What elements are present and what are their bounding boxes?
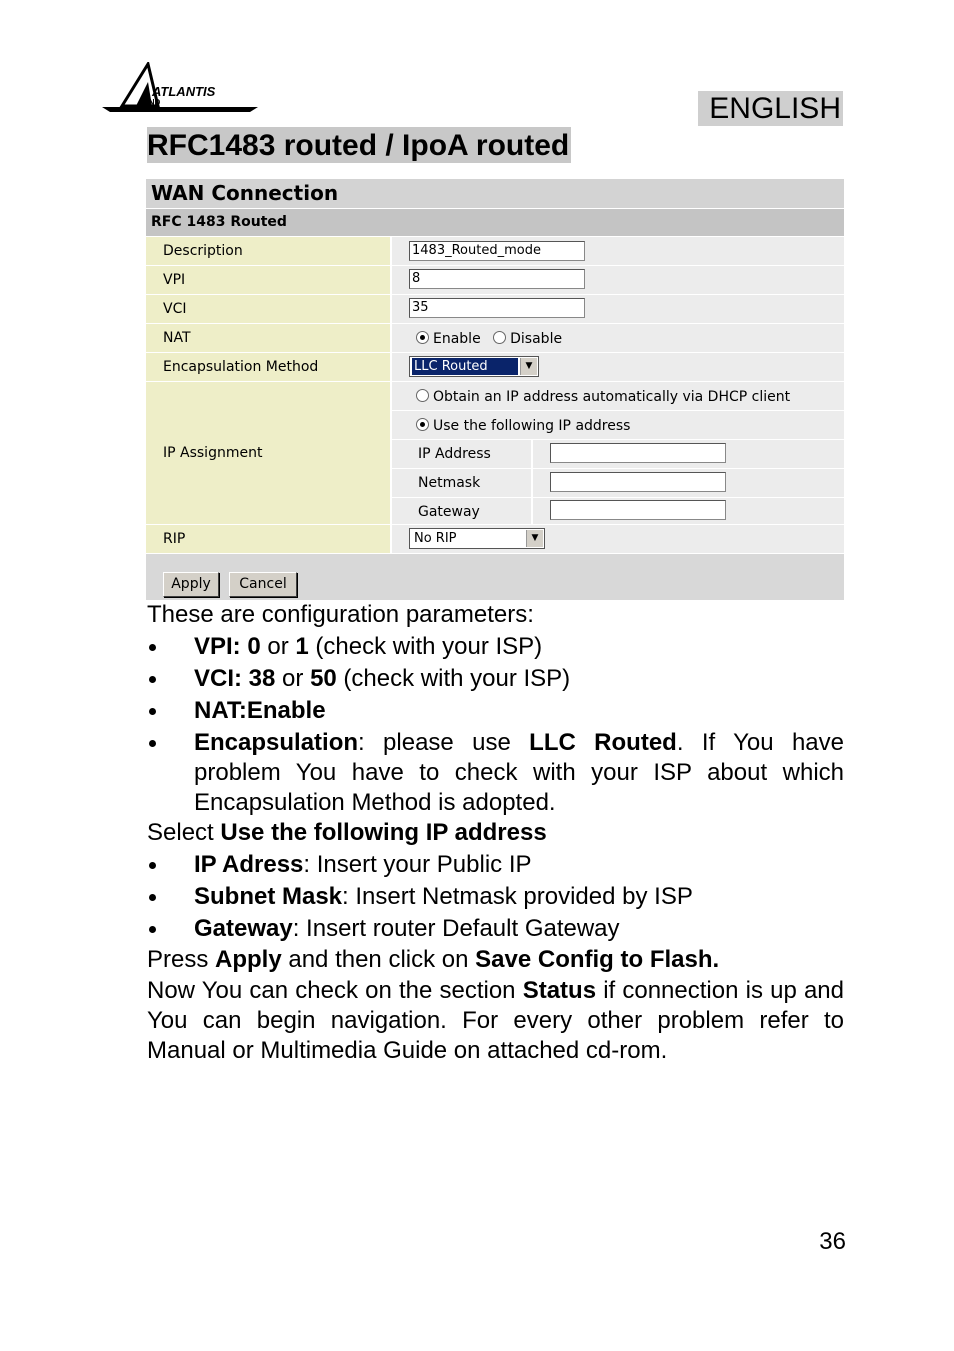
apply-button[interactable]: Apply (163, 572, 219, 597)
select-bold: Use the following IP address (220, 819, 547, 846)
encapsulation-cell (392, 353, 844, 381)
vpi-input[interactable]: 8 (409, 269, 585, 289)
bullet-icon (149, 740, 156, 747)
dhcp-option-cell (392, 382, 844, 410)
vci-input[interactable]: 35 (409, 298, 585, 318)
description-input[interactable]: 1483_Routed_mode (409, 241, 585, 261)
press-save: Save Config to Flash. (475, 946, 720, 973)
bullet-icon (149, 894, 156, 901)
vci-rest: (check with your ISP) (336, 665, 571, 692)
bullet-gateway (147, 914, 844, 944)
language-label: ENGLISH (698, 91, 843, 126)
vpi-alt: 1 (295, 633, 309, 660)
rip-selected: No RIP (414, 531, 457, 546)
now-rest: if connection is up and You can begin navigation. For every other problem refer to Manual or Multimedia Guide on attached cd-rom. (147, 977, 844, 1064)
press-mid: and then click on (281, 946, 476, 973)
vpi-label: VPI (146, 266, 390, 294)
select-line (147, 818, 844, 848)
encapsulation-rest: . If You have problem You have to check with your ISP about which Encapsulation Method is adopted. (194, 729, 844, 816)
vpi-rest: (check with your ISP) (308, 633, 543, 660)
bullet-icon (149, 644, 156, 651)
nat-cell (392, 324, 844, 352)
bullet-encapsulation (147, 728, 844, 818)
nat-label: NAT (146, 324, 390, 352)
button-bar (146, 554, 844, 600)
encapsulation-label: Encapsulation Method (146, 353, 390, 381)
ip-address-cell (533, 440, 844, 468)
nat-disable-label: Disable (510, 331, 563, 347)
panel-heading: WAN Connection (146, 179, 844, 208)
wan-connection-panel (146, 179, 844, 600)
dhcp-radio[interactable] (416, 389, 429, 402)
nat-enable-radio[interactable] (416, 331, 429, 344)
intro-line: These are configuration parameters: (147, 601, 534, 628)
vci-term: VCI: 38 (194, 665, 276, 692)
logo-graphic (100, 62, 260, 124)
vci-cell (392, 295, 844, 323)
static-ip-radio[interactable] (416, 418, 429, 431)
gateway-cell (533, 498, 844, 524)
netmask-input[interactable] (550, 472, 726, 492)
vci-label: VCI (146, 295, 390, 323)
ip-assignment-label: IP Assignment (146, 382, 390, 524)
vpi-or: or (260, 633, 296, 660)
bullet-vpi (147, 632, 844, 662)
ip-address-label: IP Address (392, 440, 531, 468)
press-line (147, 945, 844, 975)
static-option-label: Use the following IP address (433, 418, 631, 434)
encapsulation-selected: LLC Routed (412, 358, 518, 375)
logo-text: ATLANTIS (152, 84, 216, 99)
gateway-input[interactable] (550, 500, 726, 520)
instructions (147, 600, 844, 1070)
now-status: Status (522, 977, 597, 1004)
mask-term: Subnet Mask (194, 883, 343, 910)
encapsulation-mid: : please use (358, 729, 530, 756)
cancel-button[interactable]: Cancel (229, 572, 297, 597)
nat-term: NAT:Enable (194, 697, 326, 724)
press-prefix: Press (147, 946, 216, 973)
bullet-nat (147, 696, 844, 726)
press-apply: Apply (215, 946, 282, 973)
atlantis-logo (100, 62, 260, 124)
bullet-ip (147, 850, 844, 880)
ip-term: IP Adress (194, 851, 304, 878)
encapsulation-value: LLC Routed (529, 729, 677, 756)
logo-subtext: AND (143, 98, 161, 107)
page-number: 36 (819, 1228, 846, 1255)
gateway-term: Gateway (194, 915, 293, 942)
bullet-icon (149, 926, 156, 933)
closing-paragraph (147, 976, 844, 1066)
dhcp-option-label: Obtain an IP address automatically via DHCP client (433, 389, 791, 405)
gateway-label: Gateway (392, 498, 531, 524)
rip-label: RIP (146, 525, 390, 553)
vci-or: or (275, 665, 311, 692)
encapsulation-term: Encapsulation (194, 729, 359, 756)
vpi-term: VPI: 0 (194, 633, 261, 660)
netmask-label: Netmask (392, 469, 531, 497)
ip-address-input[interactable] (550, 443, 726, 463)
mask-rest: : Insert Netmask provided by ISP (342, 883, 693, 910)
bullet-icon (149, 708, 156, 715)
vci-alt: 50 (310, 665, 337, 692)
static-option-cell (392, 411, 844, 439)
bullet-mask (147, 882, 844, 912)
rip-select[interactable] (409, 528, 545, 549)
now-prefix: Now You can check on the section (147, 977, 523, 1004)
encapsulation-select[interactable] (409, 356, 539, 377)
panel-subheading: RFC 1483 Routed (146, 209, 844, 236)
page-title: RFC1483 routed / IpoA routed (147, 129, 570, 162)
chevron-down-icon: ▼ (526, 530, 543, 547)
vpi-cell (392, 266, 844, 294)
bullet-vci (147, 664, 844, 694)
bullet-icon (149, 676, 156, 683)
netmask-cell (533, 469, 844, 497)
nat-disable-radio[interactable] (493, 331, 506, 344)
gateway-rest: : Insert router Default Gateway (292, 915, 620, 942)
nat-enable-label: Enable (433, 331, 481, 347)
ip-rest: : Insert your Public IP (303, 851, 532, 878)
description-label: Description (146, 237, 390, 265)
description-cell (392, 237, 844, 265)
rip-cell (392, 525, 844, 553)
chevron-down-icon: ▼ (520, 358, 537, 375)
bullet-icon (149, 862, 156, 869)
select-prefix: Select (147, 819, 221, 846)
